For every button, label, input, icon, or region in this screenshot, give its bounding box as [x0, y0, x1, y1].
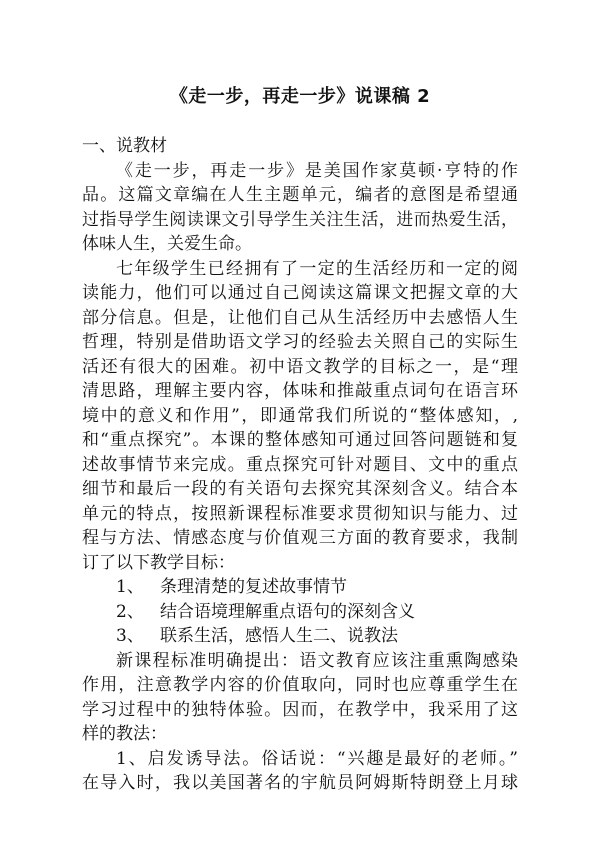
text-line: 单元的特点，按照新课程标准要求贯彻知识与能力、过 [82, 503, 518, 524]
text-line: 程与方法、情感态度与价值观三方面的教育要求，我制 [82, 528, 518, 548]
text-line: 读能力，他们可以通过自己阅读这篇课文把握文章的大 [82, 283, 518, 303]
text-line: 品。这篇文章编在人生主题单元，编者的意图是希望通 [82, 185, 518, 205]
text-line: 1、启发诱导法。俗话说：“兴趣是最好的老师。” [116, 748, 518, 769]
text-line: 体味人生，关爱生命。 [82, 234, 252, 254]
list-item: 1、 条理清楚的复述故事情节 [116, 577, 348, 597]
text-line: 部分信息。但是，让他们自己从生活经历中去感悟人生 [82, 307, 518, 328]
text-line: 七年级学生已经拥有了一定的生活经历和一定的阅 [116, 258, 518, 279]
text-line: 订了以下教学目标： [82, 552, 235, 573]
text-line: 境中的意义和作用”，即通常我们所说的“整体感知，, [82, 405, 518, 426]
text-line: 活还有很大的困难。初中语文教学的目标之一，是“理 [82, 356, 518, 377]
list-item: 3、 联系生活，感悟人生二、说教法 [116, 626, 399, 646]
document-body [82, 134, 518, 796]
text-line: 清思路，理解主要内容，体味和推敲重点词句在语言环 [82, 381, 518, 401]
text-line: 学习过程中的独特体验。因而，在教学中，我采用了这 [82, 699, 518, 720]
text-line: 述故事情节来完成。重点探究可针对题目、文中的重点 [82, 454, 518, 475]
text-line: 作用，注意教学内容的价值取向，同时也应尊重学生在 [82, 675, 518, 695]
text-line: 哲理，特别是借助语文学习的经验去关照自己的实际生 [82, 332, 518, 352]
text-line: 新课程标准明确提出：语文教育应该注重熏陶感染 [116, 650, 518, 671]
list-item: 2、 结合语境理解重点语句的深刻含义 [116, 601, 416, 622]
text-line: 在导入时，我以美国著名的宇航员阿姆斯特朗登上月球 [82, 773, 518, 793]
text-line: 《走一步，再走一步》是美国作家莫顿·亨特的作 [116, 160, 518, 181]
text-line: 细节和最后一段的有关语句去探究其深刻含义。结合本 [82, 479, 518, 499]
text-line: 一、说教材 [82, 136, 167, 156]
document-title: 《走一步，再走一步》说课稿 2 [169, 86, 431, 107]
text-line: 样的教法： [82, 724, 167, 744]
text-line: 过指导学生阅读课文引导学生关注生活，进而热爱生活， [82, 209, 518, 230]
text-line: 和“重点探究”。本课的整体感知可通过回答问题链和复 [82, 430, 518, 450]
